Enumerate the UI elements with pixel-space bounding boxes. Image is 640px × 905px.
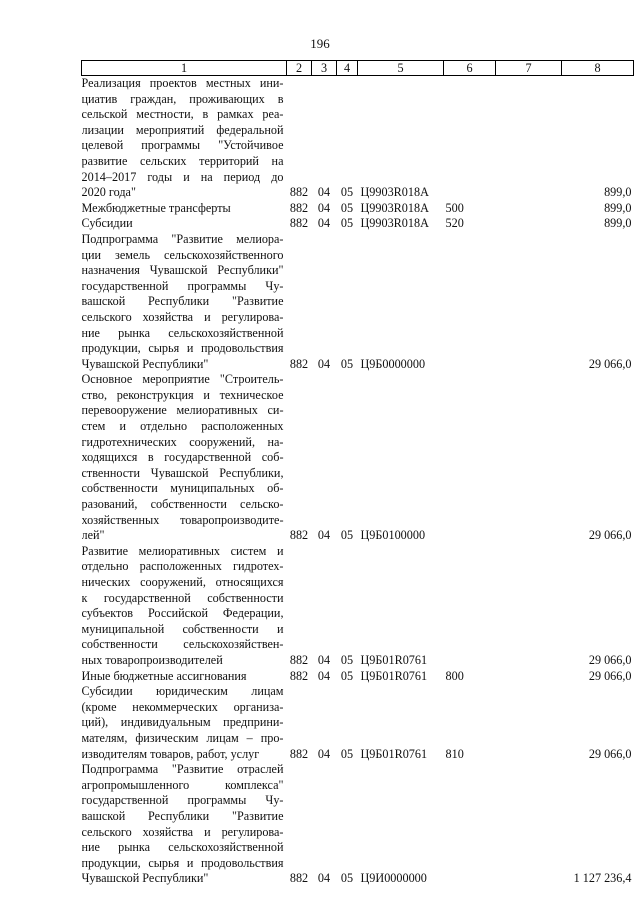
expense-type-code: 500 — [445, 200, 464, 215]
section-code: 04 — [317, 652, 331, 667]
row-name-line: Субсидии — [81, 216, 133, 231]
target-article-code: Ц9903R018A — [360, 216, 429, 231]
column-7 — [496, 372, 562, 544]
expense-type-code — [444, 232, 496, 372]
expense-type-code — [444, 76, 496, 201]
row-name-line: лей" — [81, 528, 105, 543]
table-row — [82, 201, 634, 217]
expense-type-code: 520 — [445, 216, 464, 231]
section-code: 04 — [317, 216, 331, 231]
subsection-code: 05 — [340, 871, 354, 886]
row-name-line: (кроме некоммерческих организа- — [81, 699, 284, 714]
subsection-code: 05 — [340, 185, 354, 200]
row-name-line: продукции, сырья и продовольствия — [81, 855, 284, 870]
row-name — [82, 201, 287, 217]
expense-type-code — [444, 544, 496, 669]
row-name-line: изводителям товаров, работ, услуг — [81, 746, 260, 761]
amount: 29 066,0 — [588, 652, 632, 667]
row-name-line: продукции, сырья и продовольствия — [81, 341, 284, 356]
row-name-line: лизации мероприятий федеральной — [81, 122, 284, 137]
row-name-line: отдельно расположенных гидротех- — [81, 559, 284, 574]
section-code: 04 — [317, 528, 331, 543]
expense-type-code: 810 — [445, 746, 464, 761]
row-name-line: 2020 года" — [81, 185, 136, 200]
column-header-4: 4 — [337, 61, 358, 76]
row-name-line: нических сооружений, относящихся — [81, 575, 284, 589]
ministry-code: 882 — [289, 356, 309, 371]
column-header-6: 6 — [444, 61, 496, 76]
row-name-line: ние рынка сельскохозяйственной — [81, 840, 284, 855]
column-7 — [496, 232, 562, 372]
row-name-line: государственной программы Чу- — [81, 278, 284, 293]
row-name-line: сельского хозяйства и регулирова- — [81, 824, 284, 839]
subsection-code: 05 — [340, 356, 354, 371]
row-name-line: Субсидии юридическим лицам — [81, 684, 284, 699]
row-name-line: вашской Республики "Развитие — [81, 294, 284, 309]
row-name-line: Чувашской Республики" — [81, 356, 209, 371]
amount: 29 066,0 — [588, 668, 632, 683]
page-number: 196 — [310, 36, 330, 51]
ministry-code: 882 — [289, 871, 309, 886]
row-name-line: Чувашской Республики" — [81, 871, 209, 886]
row-name-line: ственности Чувашской Республики, — [81, 465, 284, 480]
column-7 — [496, 544, 562, 669]
expense-type-code — [444, 372, 496, 544]
target-article-code: Ц9Б01R0761 — [360, 668, 428, 683]
row-name-line: Основное мероприятие "Строитель- — [81, 372, 284, 387]
row-name — [82, 232, 287, 372]
table-header-row — [82, 61, 634, 76]
row-name-line: сельской местности, в рамках реа- — [81, 107, 284, 122]
row-name-line: Подпрограмма "Развитие отраслей — [81, 762, 284, 777]
table-row — [82, 216, 634, 232]
row-name-line: субъектов Российской Федерации, — [81, 606, 284, 621]
amount: 29 066,0 — [588, 746, 632, 761]
amount: 1 127 236,4 — [573, 871, 632, 886]
section-code: 04 — [317, 871, 331, 886]
column-7 — [496, 216, 562, 232]
section-code: 04 — [317, 200, 331, 215]
row-name — [82, 544, 287, 669]
table-row — [82, 762, 634, 887]
row-name-line: ство, реконструкция и техническое — [81, 387, 284, 402]
row-name-line: гидротехнических сооружений, на- — [81, 434, 284, 449]
row-name-line: Межбюджетные трансферты — [81, 200, 231, 215]
row-name-line: вашской Республики "Развитие — [81, 808, 284, 823]
table-row — [82, 76, 634, 201]
ministry-code: 882 — [289, 668, 309, 683]
row-name-line: ции земель сельскохозяйственного — [81, 247, 284, 262]
target-article-code: Ц9903R018A — [360, 185, 429, 200]
row-name-line: собственности муниципальных об- — [81, 481, 284, 496]
subsection-code: 05 — [340, 746, 354, 761]
row-name-line: агропромышленного комплекса" — [81, 777, 284, 792]
target-article-code: Ц9Б01R0761 — [360, 746, 428, 761]
column-header-8: 8 — [562, 61, 634, 76]
column-header-3: 3 — [312, 61, 337, 76]
row-name-line: стем и отдельно расположенных — [81, 419, 284, 434]
row-name-line: перевооружение мелиоративных си- — [81, 403, 284, 418]
section-code: 04 — [317, 668, 331, 683]
row-name-line: 2014–2017 годы и на период до — [81, 169, 284, 184]
subsection-code: 05 — [340, 652, 354, 667]
row-name — [82, 76, 287, 201]
column-header-1: 1 — [82, 61, 287, 76]
budget-table — [81, 60, 634, 887]
row-name-line: ных товаропроизводителей — [81, 652, 223, 667]
row-name — [82, 669, 287, 685]
subsection-code: 05 — [340, 200, 354, 215]
column-header-7: 7 — [496, 61, 562, 76]
row-name-line: назначения Чувашской Республики" — [81, 263, 284, 278]
row-name-line: циатив граждан, проживающих в — [81, 91, 284, 106]
row-name-line: муниципальной собственности и — [81, 621, 284, 636]
amount: 29 066,0 — [588, 356, 632, 371]
row-name-line: сельского хозяйства и регулирова- — [81, 309, 284, 324]
target-article-code: Ц9Б01R0761 — [360, 652, 428, 667]
row-name-line: разований, собственности сельско- — [81, 497, 284, 512]
ministry-code: 882 — [289, 528, 309, 543]
table-row — [82, 669, 634, 685]
expense-type-code — [444, 762, 496, 887]
column-7 — [496, 684, 562, 762]
row-name-line: ходящихся в государственной соб- — [81, 450, 284, 465]
amount: 899,0 — [604, 216, 632, 231]
amount: 29 066,0 — [588, 528, 632, 543]
table-row — [82, 232, 634, 372]
column-7 — [496, 669, 562, 685]
row-name-line: хозяйственных товаропроизводите- — [81, 512, 284, 527]
ministry-code: 882 — [289, 216, 309, 231]
row-name-line: Реализация проектов местных ини- — [81, 76, 284, 90]
amount: 899,0 — [604, 200, 632, 215]
subsection-code: 05 — [340, 668, 354, 683]
ministry-code: 882 — [289, 652, 309, 667]
section-code: 04 — [317, 185, 331, 200]
section-code: 04 — [317, 746, 331, 761]
table-row — [82, 684, 634, 762]
row-name-line: к государственной собственности — [81, 590, 284, 605]
row-name-line: ние рынка сельскохозяйственной — [81, 325, 284, 340]
row-name-line: ций), индивидуальным предприни- — [81, 715, 284, 730]
row-name-line: целевой программы "Устойчивое — [81, 138, 284, 153]
ministry-code: 882 — [289, 185, 309, 200]
section-code: 04 — [317, 356, 331, 371]
column-7 — [496, 762, 562, 887]
table-row — [82, 544, 634, 669]
expense-type-code: 800 — [445, 668, 464, 683]
row-name-line: развитие сельских территорий на — [81, 153, 284, 168]
subsection-code: 05 — [340, 528, 354, 543]
subsection-code: 05 — [340, 216, 354, 231]
target-article-code: Ц9И0000000 — [360, 871, 427, 886]
column-header-5: 5 — [358, 61, 444, 76]
table-body — [82, 76, 634, 887]
target-article-code: Ц9Б0000000 — [360, 356, 426, 371]
row-name — [82, 372, 287, 544]
target-article-code: Ц9903R018A — [360, 200, 429, 215]
target-article-code: Ц9Б0100000 — [360, 528, 426, 543]
row-name-line: Развитие мелиоративных систем и — [81, 543, 284, 558]
column-header-2: 2 — [287, 61, 312, 76]
ministry-code: 882 — [289, 200, 309, 215]
row-name — [82, 684, 287, 762]
row-name-line: государственной программы Чу- — [81, 793, 284, 808]
row-name-line: Подпрограмма "Развитие мелиора- — [81, 231, 284, 246]
column-7 — [496, 201, 562, 217]
amount: 899,0 — [604, 185, 632, 200]
row-name-line: мателям, физическим лицам – про- — [81, 730, 284, 745]
row-name-line: Иные бюджетные ассигнования — [81, 668, 247, 683]
column-7 — [496, 76, 562, 201]
table-row — [82, 372, 634, 544]
row-name — [82, 216, 287, 232]
row-name — [82, 762, 287, 887]
row-name-line: собственности сельскохозяйствен- — [81, 637, 284, 652]
ministry-code: 882 — [289, 746, 309, 761]
